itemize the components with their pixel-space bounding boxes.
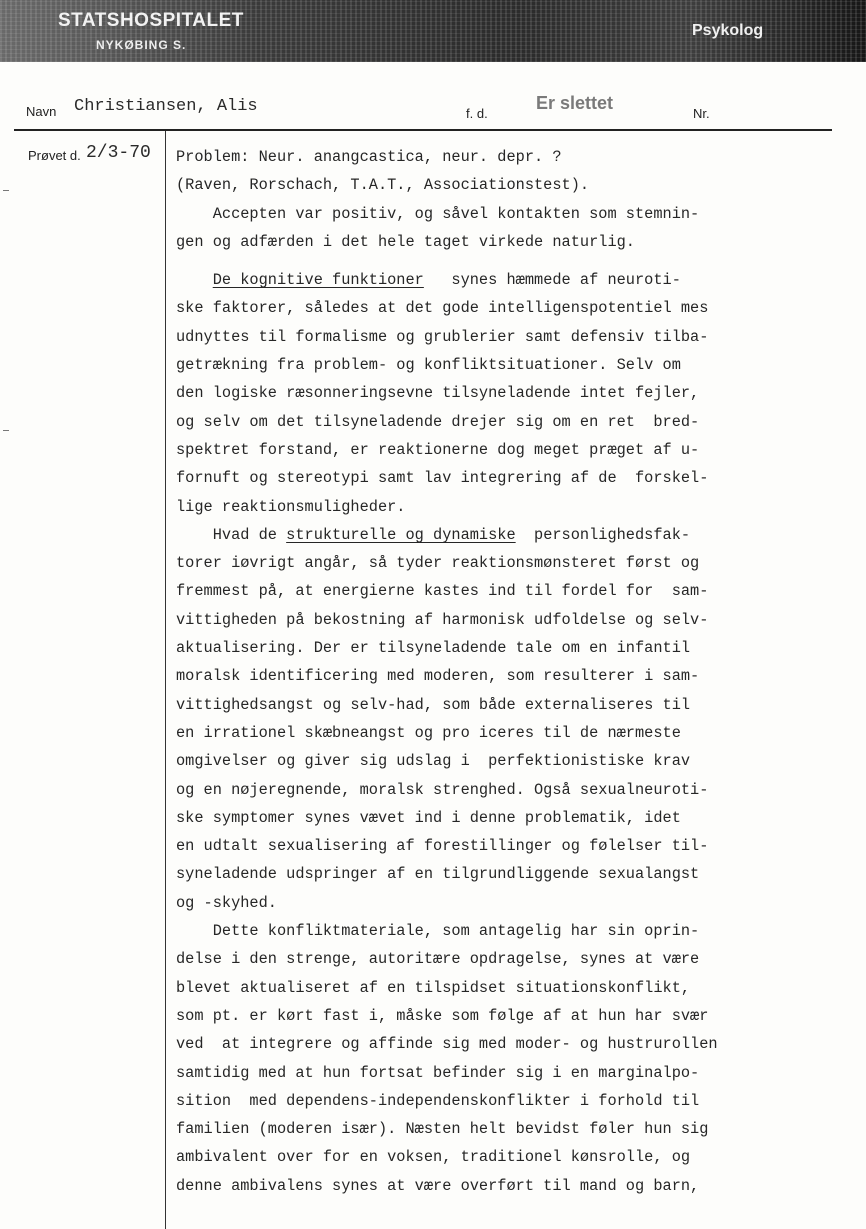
- hospital-name: STATSHOSPITALET: [58, 10, 244, 31]
- report-text: syneladende udspringer af en tilgrundliggende sexualangst: [176, 865, 700, 884]
- report-line: [176, 1143, 852, 1171]
- report-text: Dette konfliktmateriale, som antagelig har sin oprin-: [176, 922, 700, 941]
- department-label: Psykolog: [692, 22, 764, 39]
- report-text: ske symptomer synes vævet ind i denne problematik, idet: [176, 808, 681, 827]
- report-line: [176, 379, 852, 407]
- report-line: [176, 662, 852, 690]
- dob-redacted-stamp: Er slettet: [536, 93, 614, 113]
- report-line: [176, 351, 852, 379]
- report-text: gen og adfærden i det hele taget virkede naturlig.: [176, 232, 635, 251]
- report-line: [176, 228, 852, 256]
- report-text: fornuft og stereotypi samt lav integrering af de forskel-: [176, 469, 709, 488]
- report-text: getrækning fra problem- og konfliktsituationer. Selv om: [176, 356, 681, 375]
- report-line: [176, 294, 852, 322]
- report-line: [176, 1115, 852, 1143]
- report-text: lige reaktionsmuligheder.: [176, 497, 406, 516]
- report-line: [176, 256, 852, 266]
- report-text: personlighedsfak-: [515, 525, 691, 544]
- report-text: denne ambivalens synes at være overført til mand og barn,: [176, 1176, 700, 1195]
- report-text: Hvad de: [176, 525, 287, 544]
- report-line: [176, 804, 852, 832]
- number-label: Nr.: [693, 106, 710, 121]
- margin-tick: [3, 190, 9, 191]
- report-text: (Raven, Rorschach, T.A.T., Associationstest).: [176, 176, 590, 195]
- report-line: [176, 1059, 852, 1087]
- dob-label: f. d.: [466, 106, 488, 121]
- report-text: Problem: Neur. anangcastica, neur. depr. ?: [176, 148, 562, 166]
- report-text: omgivelser og giver sig udslag i perfektionistiske krav: [176, 752, 691, 771]
- report-text: samtidig med at hun fortsat befinder sig i en marginalpo-: [176, 1063, 700, 1082]
- report-text: ambivalent over for en voksen, traditionel kønsrolle, og: [176, 1148, 691, 1167]
- report-line: [176, 1172, 852, 1200]
- report-line: [176, 1002, 852, 1030]
- report-line: [176, 719, 852, 747]
- report-text: og selv om det tilsyneladende drejer sig om en ret bred-: [176, 412, 700, 431]
- report-line: [176, 577, 852, 605]
- report-line: [176, 408, 852, 436]
- report-text: spektret forstand, er reaktionerne dog meget præget af u-: [176, 440, 700, 459]
- report-line: [176, 606, 852, 634]
- report-line: [176, 917, 852, 945]
- tested-label: Prøvet d.: [28, 148, 81, 163]
- report-line: [176, 493, 852, 521]
- report-text: ved at integrere og affinde sig med moder- og hustrurollen: [176, 1035, 718, 1054]
- report-line: [176, 1087, 852, 1115]
- report-text: synes hæmmede af neuroti-: [423, 271, 681, 290]
- report-line: [176, 1030, 852, 1058]
- report-text: en udtalt sexualisering af forestillinger og følelser til-: [176, 837, 709, 856]
- report-line: [176, 832, 852, 860]
- underlined-heading: strukturelle og dynamiske: [286, 525, 516, 544]
- margin-tick: [3, 430, 9, 431]
- report-text: vittighedsangst og selv-had, som både externaliseres til: [176, 695, 691, 714]
- report-text: vittigheden på bekostning af harmonisk udfoldelse og selv-: [176, 610, 709, 629]
- header-rule: [14, 129, 832, 131]
- report-text: torer iøvrigt angår, så tyder reaktionsmønsteret først og: [176, 554, 700, 573]
- report-text: som pt. er kørt fast i, måske som følge af at hun har svær: [176, 1006, 709, 1025]
- report-body: [176, 143, 852, 1200]
- report-text: og en nøjeregnende, moralsk strenghed. Også sexualneuroti-: [176, 780, 709, 799]
- report-text: sition med dependens-independenskonflikter i forhold til: [176, 1091, 700, 1110]
- report-text: den logiske ræsonneringsevne tilsyneladende intet fejler,: [176, 384, 700, 403]
- report-text: aktualisering. Der er tilsyneladende tale om en infantil: [176, 639, 691, 658]
- name-label: Navn: [26, 104, 57, 119]
- report-text: fremmest på, at energierne kastes ind til fordel for sam-: [176, 582, 709, 601]
- margin-divider: [165, 131, 166, 1229]
- report-text: og -skyhed.: [176, 893, 277, 912]
- report-text: [176, 271, 213, 289]
- report-line: [176, 634, 852, 662]
- report-line: [176, 889, 852, 917]
- report-text: moralsk identificering med moderen, som resulterer i sam-: [176, 667, 700, 686]
- report-line: [176, 464, 852, 492]
- patient-name: Christiansen, Alis: [74, 97, 258, 116]
- report-text: blevet aktualiseret af en tilspidset situationskonflikt,: [176, 978, 691, 997]
- report-text: delse i den strenge, autoritære opdragelse, synes at være: [176, 950, 700, 969]
- report-text: familien (moderen især). Næsten helt bevidst føler hun sig: [176, 1120, 709, 1139]
- report-line: [176, 860, 852, 888]
- tested-date: 2/3-70: [86, 143, 151, 163]
- report-line: [176, 776, 852, 804]
- report-text: en irrationel skæbneangst og pro iceres til de nærmeste: [176, 723, 681, 742]
- report-line: [176, 436, 852, 464]
- underlined-heading: De kognitive funktioner: [212, 271, 424, 290]
- report-line: [176, 200, 852, 228]
- report-line: [176, 691, 852, 719]
- report-line: [176, 171, 852, 199]
- report-text: Accepten var positiv, og såvel kontakten som stemnin-: [176, 204, 700, 223]
- report-line: [176, 945, 852, 973]
- letterhead-band: [0, 0, 866, 62]
- report-text: ske faktorer, således at det gode intelligenspotentiel mes: [176, 299, 709, 318]
- hospital-city: NYKØBING S.: [96, 38, 187, 52]
- report-line: [176, 323, 852, 351]
- report-line: [176, 747, 852, 775]
- report-line: [176, 143, 852, 171]
- report-line: [176, 521, 852, 549]
- report-line: [176, 974, 852, 1002]
- report-line: [176, 549, 852, 577]
- report-text: udnyttes til formalisme og grublerier samt defensiv tilba-: [176, 327, 709, 346]
- report-line: [176, 266, 852, 294]
